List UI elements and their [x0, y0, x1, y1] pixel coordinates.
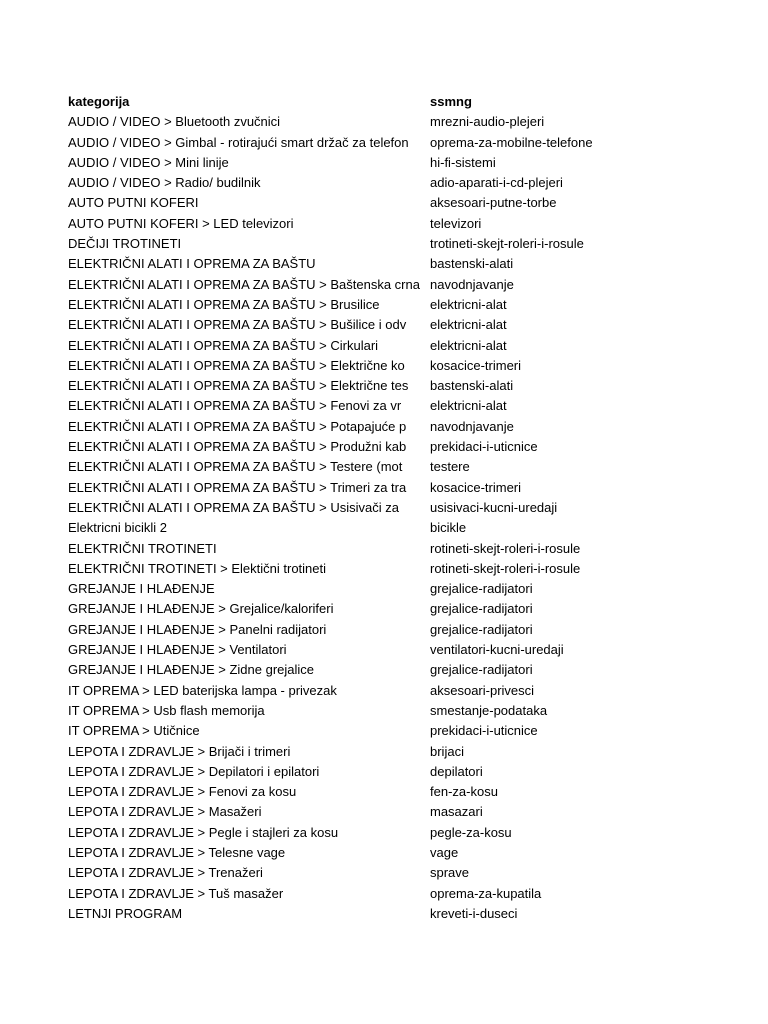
- table-row: [68, 518, 758, 538]
- category-cell: AUDIO / VIDEO > Radio/ budilnik: [68, 175, 261, 191]
- slug-cell: oprema-za-mobilne-telefone: [430, 133, 593, 153]
- category-cell: ELEKTRIČNI ALATI I OPREMA ZA BAŠTU > Produžni kab: [68, 439, 407, 455]
- table-row: [68, 173, 758, 193]
- slug-cell: rotineti-skejt-roleri-i-rosule: [430, 559, 580, 579]
- table-row: [68, 336, 758, 356]
- slug-cell: grejalice-radijatori: [430, 599, 533, 619]
- table-row: [68, 153, 758, 173]
- table-row: [68, 315, 758, 335]
- header-row: [68, 92, 758, 112]
- category-cell: IT OPREMA > LED baterijska lampa - privezak: [68, 682, 337, 698]
- slug-cell: elektricni-alat: [430, 315, 507, 335]
- slug-cell: brijaci: [430, 742, 464, 762]
- table-row: [68, 660, 758, 680]
- slug-cell: fen-za-kosu: [430, 782, 498, 802]
- table-row: [68, 904, 758, 924]
- table-row: [68, 823, 758, 843]
- category-cell: ELEKTRIČNI ALATI I OPREMA ZA BAŠTU > Usisivači za: [68, 499, 399, 515]
- table-row: [68, 133, 758, 153]
- category-cell: ELEKTRIČNI TROTINETI: [68, 540, 217, 556]
- category-cell: LEPOTA I ZDRAVLJE > Masažeri: [68, 804, 262, 820]
- slug-cell: ventilatori-kucni-uredaji: [430, 640, 564, 660]
- table-row: [68, 539, 758, 559]
- spreadsheet-table: [68, 92, 758, 924]
- slug-cell: sprave: [430, 863, 469, 883]
- category-cell: LEPOTA I ZDRAVLJE > Trenažeri: [68, 865, 263, 881]
- table-row: [68, 417, 758, 437]
- category-cell: LEPOTA I ZDRAVLJE > Tuš masažer: [68, 885, 284, 901]
- slug-cell: trotineti-skejt-roleri-i-rosule: [430, 234, 584, 254]
- table-row: [68, 234, 758, 254]
- slug-cell: prekidaci-i-uticnice: [430, 721, 538, 741]
- column-header-ssmng: ssmng: [430, 92, 472, 112]
- category-cell: LETNJI PROGRAM: [68, 905, 183, 921]
- slug-cell: rotineti-skejt-roleri-i-rosule: [430, 539, 580, 559]
- category-cell: ELEKTRIČNI ALATI I OPREMA ZA BAŠTU > Električne tes: [68, 378, 409, 394]
- category-cell: IT OPREMA > Usb flash memorija: [68, 702, 265, 718]
- category-cell: ELEKTRIČNI ALATI I OPREMA ZA BAŠTU > Cirkulari: [68, 337, 379, 353]
- table-row: [68, 742, 758, 762]
- table-row: [68, 884, 758, 904]
- slug-cell: kosacice-trimeri: [430, 478, 521, 498]
- slug-cell: kosacice-trimeri: [430, 356, 521, 376]
- slug-cell: bastenski-alati: [430, 254, 513, 274]
- slug-cell: navodnjavanje: [430, 417, 514, 437]
- table-row: [68, 112, 758, 132]
- category-cell: LEPOTA I ZDRAVLJE > Fenovi za kosu: [68, 784, 297, 800]
- category-cell: AUDIO / VIDEO > Bluetooth zvučnici: [68, 114, 281, 130]
- table-row: [68, 295, 758, 315]
- table-row: [68, 620, 758, 640]
- table-row: [68, 254, 758, 274]
- slug-cell: usisivaci-kucni-uredaji: [430, 498, 557, 518]
- category-cell: ELEKTRIČNI ALATI I OPREMA ZA BAŠTU > Testere (mot: [68, 459, 403, 475]
- category-cell: ELEKTRIČNI ALATI I OPREMA ZA BAŠTU > Trimeri za tra: [68, 479, 407, 495]
- category-cell: GREJANJE I HLAĐENJE > Ventilatori: [68, 642, 287, 658]
- category-cell: LEPOTA I ZDRAVLJE > Pegle i stajleri za kosu: [68, 824, 339, 840]
- slug-cell: masazari: [430, 802, 483, 822]
- slug-cell: prekidaci-i-uticnice: [430, 437, 538, 457]
- table-row: [68, 478, 758, 498]
- slug-cell: oprema-za-kupatila: [430, 884, 541, 904]
- slug-cell: depilatori: [430, 762, 483, 782]
- category-cell: AUDIO / VIDEO > Gimbal - rotirajući smart držač za telefon: [68, 134, 409, 150]
- table-row: [68, 721, 758, 741]
- slug-cell: adio-aparati-i-cd-plejeri: [430, 173, 563, 193]
- slug-cell: kreveti-i-duseci: [430, 904, 517, 924]
- slug-cell: bicikle: [430, 518, 466, 538]
- table-row: [68, 579, 758, 599]
- table-row: [68, 599, 758, 619]
- table-row: [68, 640, 758, 660]
- category-cell: ELEKTRIČNI ALATI I OPREMA ZA BAŠTU: [68, 256, 316, 272]
- slug-cell: vage: [430, 843, 458, 863]
- table-row: [68, 498, 758, 518]
- category-cell: Elektricni bicikli 2: [68, 520, 167, 536]
- table-row: [68, 214, 758, 234]
- slug-cell: grejalice-radijatori: [430, 660, 533, 680]
- category-cell: IT OPREMA > Utičnice: [68, 723, 200, 739]
- category-cell: ELEKTRIČNI ALATI I OPREMA ZA BAŠTU > Potapajuće p: [68, 418, 407, 434]
- category-cell: GREJANJE I HLAĐENJE: [68, 581, 215, 597]
- category-cell: ELEKTRIČNI ALATI I OPREMA ZA BAŠTU > Baštenska crna: [68, 276, 420, 292]
- category-cell: DEČIJI TROTINETI: [68, 236, 182, 252]
- category-cell: GREJANJE I HLAĐENJE > Panelni radijatori: [68, 621, 327, 637]
- slug-cell: testere: [430, 457, 470, 477]
- table-body: [68, 112, 758, 924]
- table-row: [68, 193, 758, 213]
- category-cell: ELEKTRIČNI ALATI I OPREMA ZA BAŠTU > Bušilice i odv: [68, 317, 407, 333]
- slug-cell: elektricni-alat: [430, 396, 507, 416]
- category-cell: ELEKTRIČNI TROTINETI > Elektični trotineti: [68, 560, 327, 576]
- slug-cell: hi-fi-sistemi: [430, 153, 496, 173]
- slug-cell: smestanje-podataka: [430, 701, 547, 721]
- table-row: [68, 762, 758, 782]
- slug-cell: navodnjavanje: [430, 275, 514, 295]
- table-row: [68, 782, 758, 802]
- slug-cell: elektricni-alat: [430, 295, 507, 315]
- category-cell: AUDIO / VIDEO > Mini linije: [68, 154, 229, 170]
- slug-cell: pegle-za-kosu: [430, 823, 512, 843]
- category-cell: ELEKTRIČNI ALATI I OPREMA ZA BAŠTU > Fenovi za vr: [68, 398, 402, 414]
- category-cell: GREJANJE I HLAĐENJE > Zidne grejalice: [68, 662, 315, 678]
- table-row: [68, 396, 758, 416]
- table-row: [68, 376, 758, 396]
- category-cell: ELEKTRIČNI ALATI I OPREMA ZA BAŠTU > Električne ko: [68, 357, 405, 373]
- table-row: [68, 275, 758, 295]
- column-header-kategorija: kategorija: [68, 94, 130, 109]
- slug-cell: aksesoari-privesci: [430, 681, 534, 701]
- slug-cell: aksesoari-putne-torbe: [430, 193, 556, 213]
- table-row: [68, 843, 758, 863]
- category-cell: GREJANJE I HLAĐENJE > Grejalice/kaloriferi: [68, 601, 334, 617]
- slug-cell: bastenski-alati: [430, 376, 513, 396]
- category-cell: LEPOTA I ZDRAVLJE > Depilatori i epilatori: [68, 763, 320, 779]
- table-row: [68, 559, 758, 579]
- table-row: [68, 802, 758, 822]
- table-row: [68, 457, 758, 477]
- table-row: [68, 701, 758, 721]
- slug-cell: mrezni-audio-plejeri: [430, 112, 544, 132]
- category-cell: LEPOTA I ZDRAVLJE > Brijači i trimeri: [68, 743, 291, 759]
- slug-cell: grejalice-radijatori: [430, 620, 533, 640]
- category-cell: ELEKTRIČNI ALATI I OPREMA ZA BAŠTU > Brusilice: [68, 296, 380, 312]
- slug-cell: grejalice-radijatori: [430, 579, 533, 599]
- category-cell: LEPOTA I ZDRAVLJE > Telesne vage: [68, 844, 286, 860]
- table-row: [68, 681, 758, 701]
- table-row: [68, 437, 758, 457]
- category-cell: AUTO PUTNI KOFERI: [68, 195, 199, 211]
- category-cell: AUTO PUTNI KOFERI > LED televizori: [68, 215, 294, 231]
- table-row: [68, 863, 758, 883]
- table-row: [68, 356, 758, 376]
- slug-cell: elektricni-alat: [430, 336, 507, 356]
- slug-cell: televizori: [430, 214, 481, 234]
